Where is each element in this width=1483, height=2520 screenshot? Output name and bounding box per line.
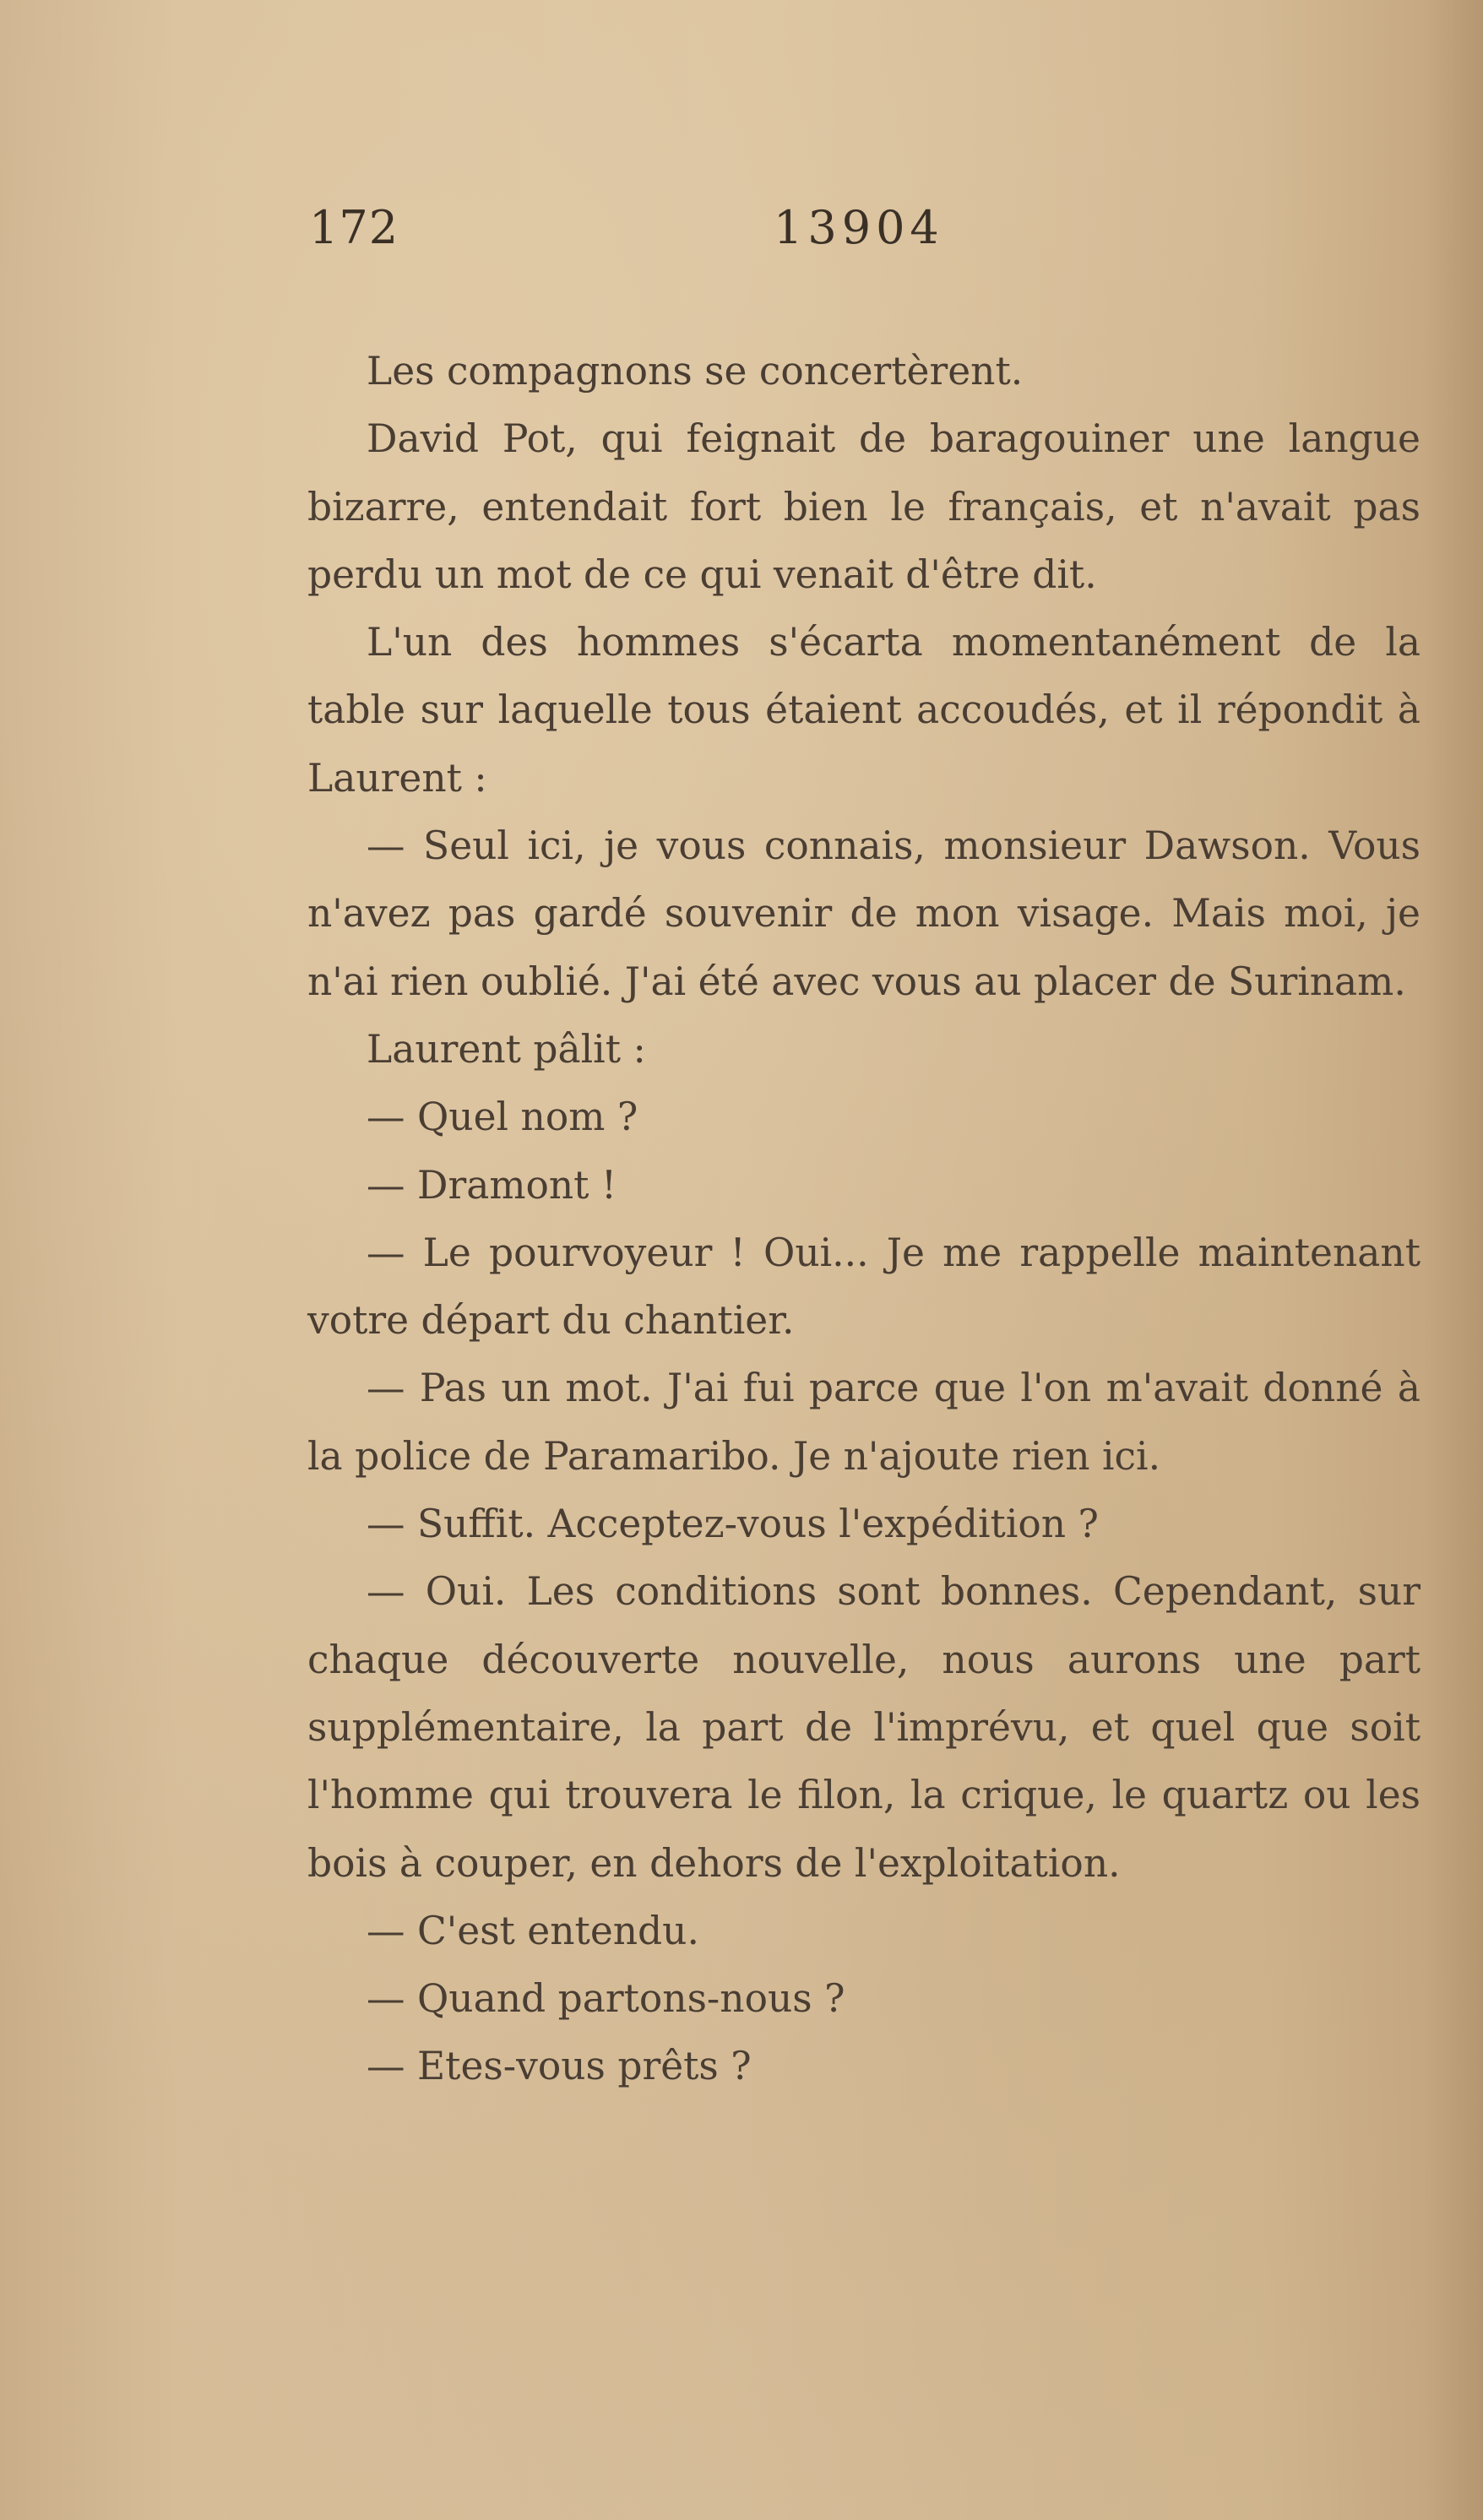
body-text — [307, 338, 1421, 2101]
paragraph: — Seul ici, je vous connais, monsieur Dawson. Vous n'avez pas gardé souvenir de mon visage. Mais moi, je n'ai rien oublié. J'ai été avec vous au placer de Surinam. — [307, 823, 1421, 1004]
paragraph: — Dramont ! — [367, 1162, 617, 1208]
paragraph: Les compagnons se concertèrent. — [367, 349, 1024, 394]
page-header — [309, 201, 1424, 269]
paragraph: David Pot, qui feignait de baragouiner une langue bizarre, entendait fort bien le français, et n'avait pas perdu un mot de ce qui venait d'être dit. — [307, 416, 1421, 597]
running-title: 13904 — [774, 201, 944, 254]
paragraph: — Suffit. Acceptez-vous l'expédition ? — [367, 1502, 1099, 1547]
paragraph: — Pas un mot. J'ai fui parce que l'on m'avait donné à la police de Paramaribo. Je n'ajoute rien ici. — [307, 1366, 1421, 1479]
page-number: 172 — [309, 201, 399, 254]
paragraph: — C'est entendu. — [367, 1908, 699, 1953]
paragraph: — Quand partons-nous ? — [367, 1976, 845, 2022]
paragraph: Laurent pâlit : — [367, 1026, 646, 1072]
paragraph: — Le pourvoyeur ! Oui... Je me rappelle maintenant votre départ du chantier. — [307, 1230, 1421, 1344]
paragraph: — Etes-vous prêts ? — [367, 2044, 752, 2089]
paragraph: — Quel nom ? — [367, 1094, 638, 1140]
paragraph: L'un des hommes s'écarta momentanément de la table sur laquelle tous étaient accoudés, et il répondit à Laurent : — [307, 620, 1421, 801]
page-edge-shadow — [1424, 0, 1483, 2520]
paragraph: — Oui. Les conditions sont bonnes. Cependant, sur chaque découverte nouvelle, nous aurons une part supplémentaire, la part de l'imprévu, et quel que soit l'homme qui trouvera le filon, la crique, le quartz ou les bois à couper, en dehors de l'exploitation. — [307, 1569, 1421, 1886]
